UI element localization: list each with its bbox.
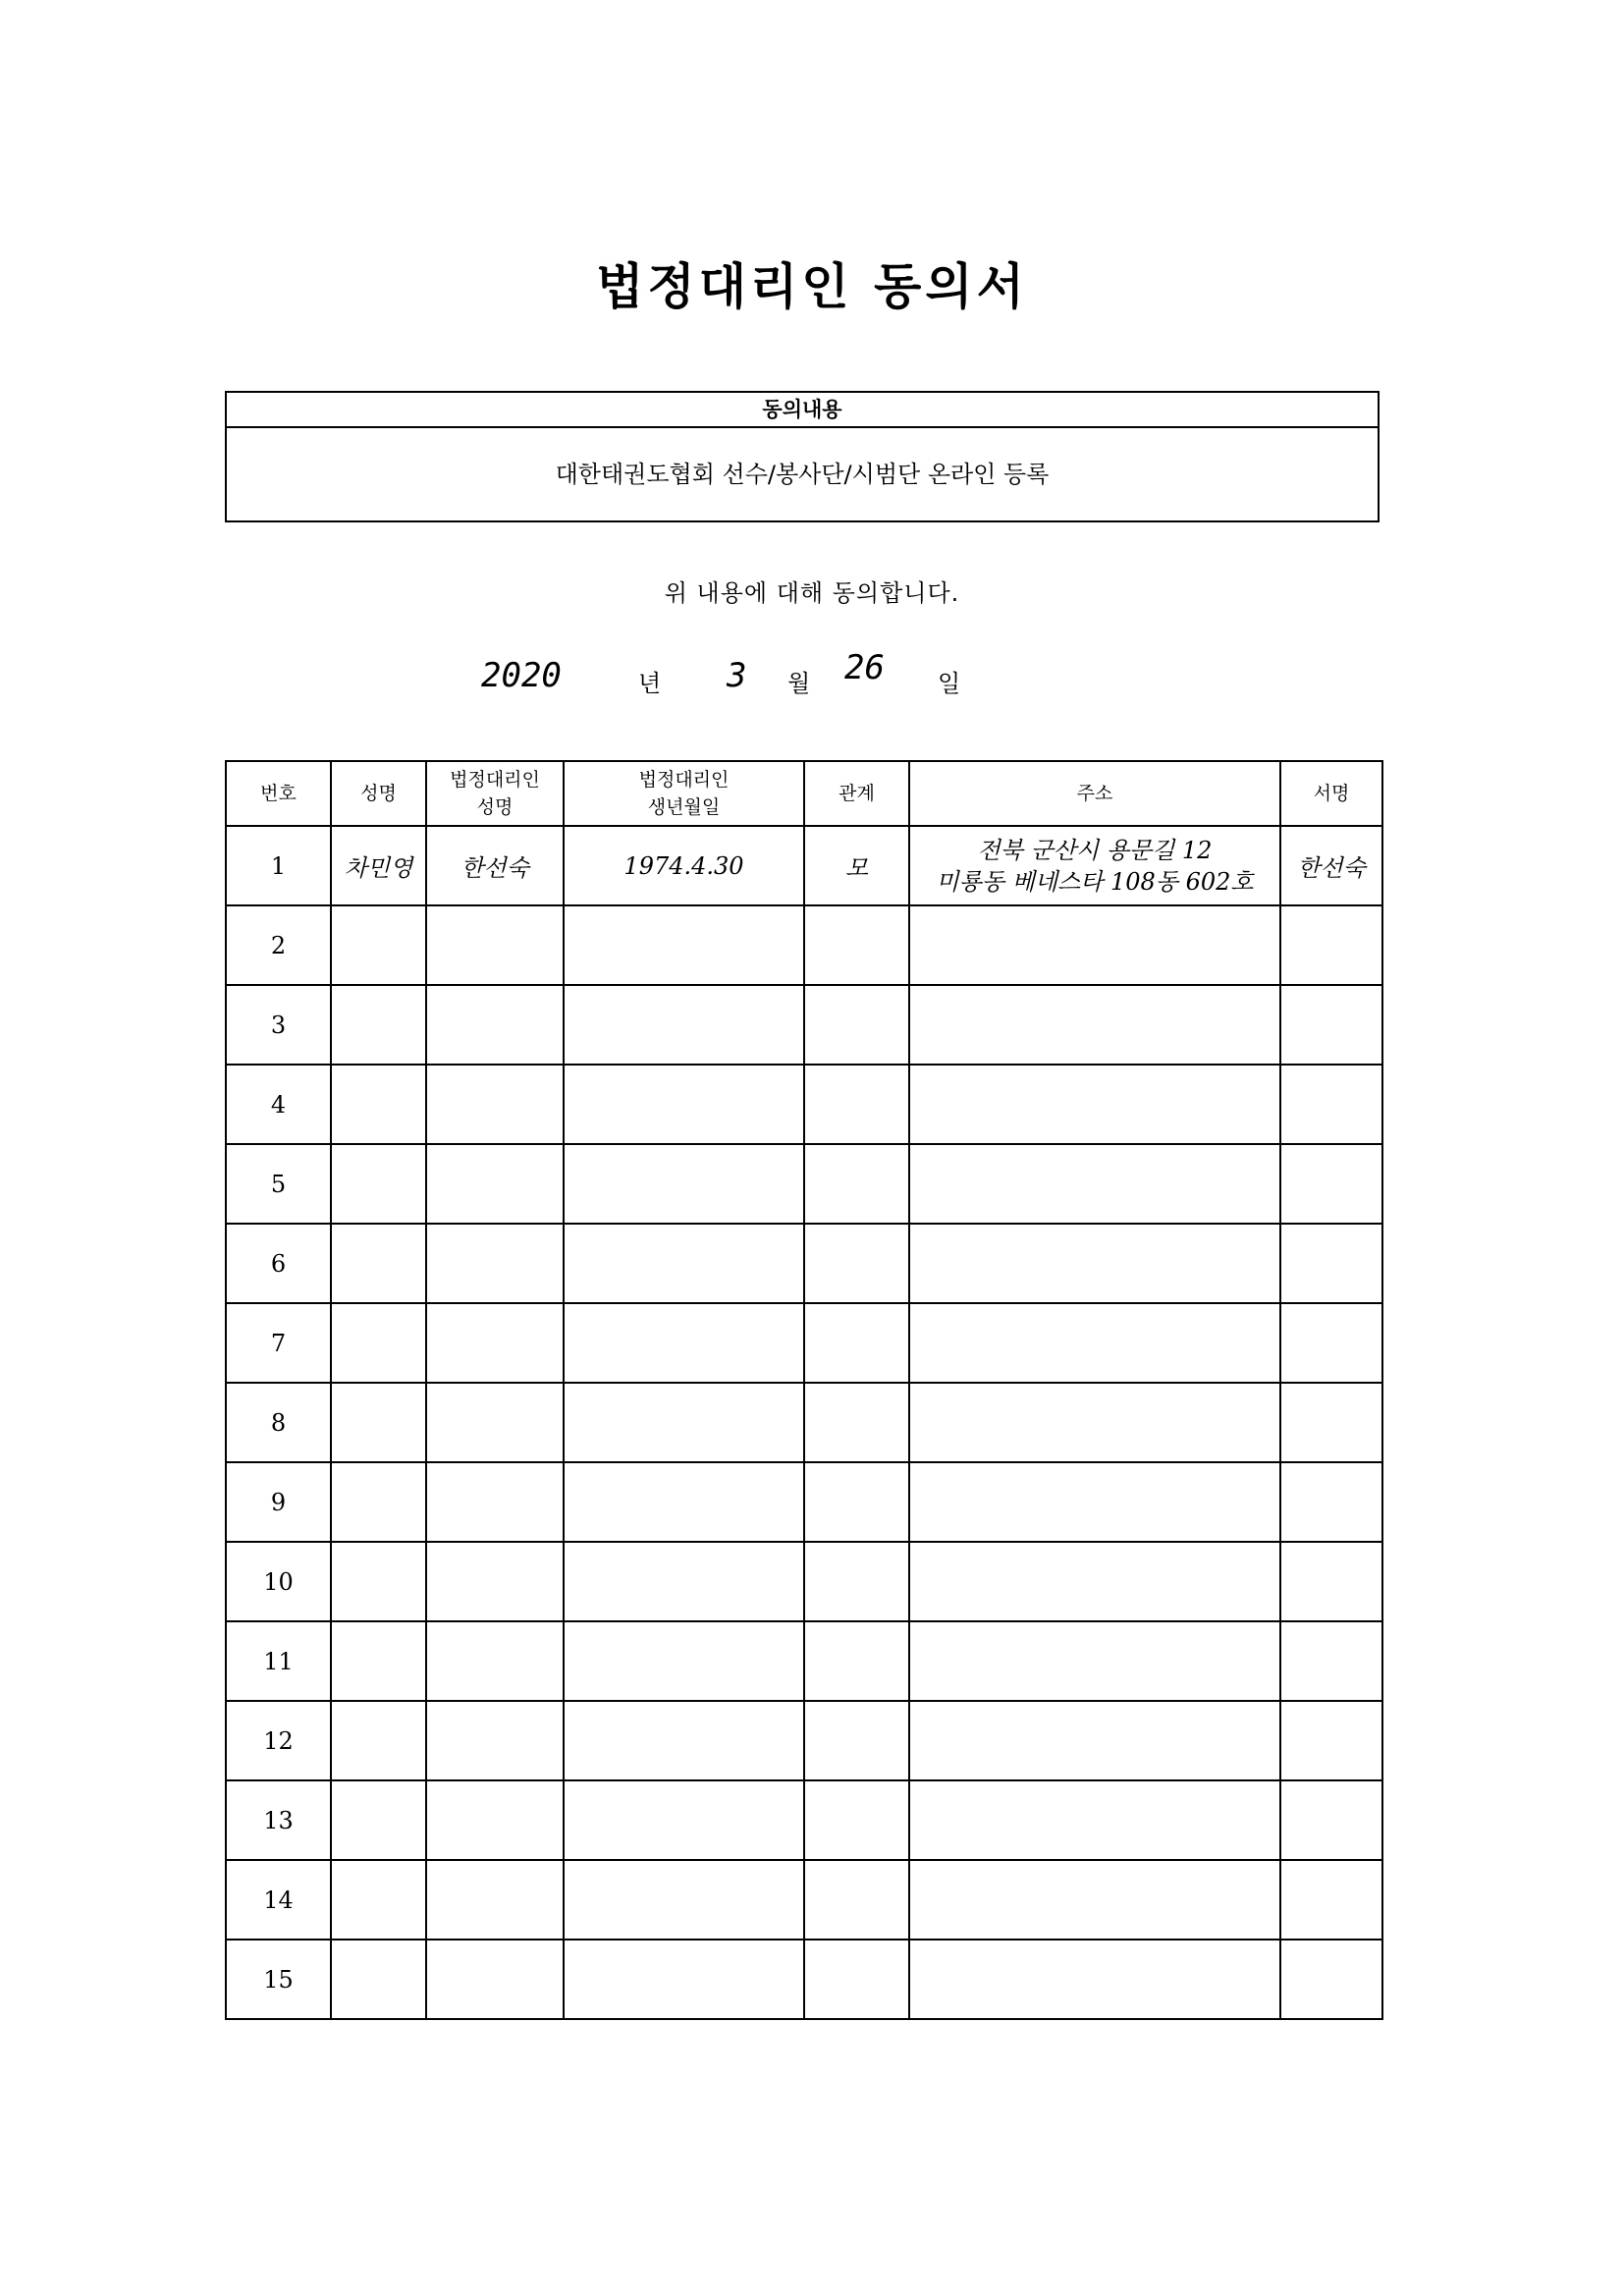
table-row: [226, 905, 1382, 985]
header-relation: 관계: [804, 761, 909, 826]
row-guardian-name: [426, 905, 564, 985]
row-no: 13: [226, 1780, 331, 1860]
row-no: 6: [226, 1224, 331, 1303]
table-row: [226, 1144, 1382, 1224]
date-day-unit: 일: [938, 670, 961, 697]
table-row: [226, 985, 1382, 1065]
row-relation: [804, 1542, 909, 1621]
row-address: [909, 1383, 1280, 1462]
table-header-row: [226, 761, 1382, 826]
date-day-handwritten: 26: [844, 648, 885, 687]
row-name: 차민영: [331, 826, 426, 905]
row-no: 15: [226, 1940, 331, 2019]
agreement-statement: 위 내용에 대해 동의합니다.: [664, 579, 960, 607]
header-signature: 서명: [1280, 761, 1382, 826]
document-title: 법정대리인 동의서: [596, 258, 1028, 315]
row-signature: [1280, 905, 1382, 985]
row-guardian-name: [426, 1462, 564, 1542]
consent-content: 대한태권도협회 선수/봉사단/시범단 온라인 등록: [555, 461, 1050, 488]
registration-table: [225, 760, 1383, 2020]
header-guardian-birth: 법정대리인 생년월일: [564, 761, 804, 826]
row-signature: [1280, 1940, 1382, 2019]
row-no: 4: [226, 1065, 331, 1144]
row-name: [331, 1065, 426, 1144]
table-row: [226, 1701, 1382, 1780]
header-address: 주소: [909, 761, 1280, 826]
row-no: 1: [226, 826, 331, 905]
row-name: [331, 1462, 426, 1542]
row-address: [909, 1542, 1280, 1621]
row-relation: [804, 1860, 909, 1940]
row-relation: [804, 1940, 909, 2019]
row-relation: [804, 1144, 909, 1224]
row-signature: [1280, 1462, 1382, 1542]
row-name: [331, 1860, 426, 1940]
row-address-line-1: 전북 군산시 용문길 12: [977, 836, 1213, 864]
row-guardian-birth: [564, 1224, 804, 1303]
row-guardian-name: [426, 985, 564, 1065]
row-signature: [1280, 1303, 1382, 1383]
row-guardian-name: [426, 1224, 564, 1303]
row-guardian-birth: [564, 1621, 804, 1701]
table-row: [226, 1462, 1382, 1542]
row-address-line-2: 미룡동 베네스타 108동 602호: [936, 867, 1254, 896]
row-no: 9: [226, 1462, 331, 1542]
row-guardian-name: [426, 1940, 564, 2019]
row-name: [331, 905, 426, 985]
row-no: 5: [226, 1144, 331, 1224]
row-guardian-birth: [564, 1065, 804, 1144]
row-guardian-name: [426, 1303, 564, 1383]
row-guardian-name: [426, 1383, 564, 1462]
header-name: 성명: [331, 761, 426, 826]
row-address: [909, 1065, 1280, 1144]
row-name: [331, 1383, 426, 1462]
row-relation: [804, 1065, 909, 1144]
row-no: 12: [226, 1701, 331, 1780]
row-no: 14: [226, 1860, 331, 1940]
date-line: [481, 648, 1090, 707]
row-relation: [804, 1701, 909, 1780]
date-year-handwritten: 2020: [481, 656, 562, 695]
row-guardian-name: [426, 1780, 564, 1860]
row-signature: [1280, 1542, 1382, 1621]
row-signature: [1280, 985, 1382, 1065]
row-guardian-name: [426, 1144, 564, 1224]
row-relation: [804, 1780, 909, 1860]
row-guardian-name: [426, 1621, 564, 1701]
row-name: [331, 1940, 426, 2019]
header-no: 번호: [226, 761, 331, 826]
row-name: [331, 1701, 426, 1780]
row-name: [331, 985, 426, 1065]
row-guardian-birth: [564, 1144, 804, 1224]
row-guardian-birth: [564, 1303, 804, 1383]
row-signature: [1280, 1860, 1382, 1940]
date-year-unit: 년: [638, 670, 662, 697]
row-signature: [1280, 1144, 1382, 1224]
row-signature: [1280, 1621, 1382, 1701]
row-no: 2: [226, 905, 331, 985]
row-guardian-name: [426, 1860, 564, 1940]
row-address: [909, 985, 1280, 1065]
row-no: 3: [226, 985, 331, 1065]
table-row: [226, 1542, 1382, 1621]
row-relation: [804, 1621, 909, 1701]
row-name: [331, 1621, 426, 1701]
date-month-handwritten: 3: [727, 656, 747, 695]
date-month-unit: 월: [787, 670, 811, 697]
table-row: [226, 1860, 1382, 1940]
consent-box: [225, 391, 1380, 522]
row-address: [909, 1462, 1280, 1542]
table-row: [226, 1224, 1382, 1303]
row-guardian-birth: [564, 1780, 804, 1860]
row-relation: [804, 985, 909, 1065]
row-address: [909, 1860, 1280, 1940]
row-guardian-birth: [564, 1383, 804, 1462]
row-guardian-name: [426, 1542, 564, 1621]
row-relation: [804, 1462, 909, 1542]
row-no: 11: [226, 1621, 331, 1701]
table-row: [226, 826, 1382, 905]
row-guardian-name: [426, 1065, 564, 1144]
row-address: [909, 826, 1280, 905]
row-guardian-birth: [564, 1860, 804, 1940]
row-name: [331, 1144, 426, 1224]
row-name: [331, 1303, 426, 1383]
table-row: [226, 1940, 1382, 2019]
table-row: [226, 1303, 1382, 1383]
row-address: [909, 1303, 1280, 1383]
row-guardian-birth: [564, 1462, 804, 1542]
row-address: [909, 1621, 1280, 1701]
row-guardian-birth: [564, 905, 804, 985]
row-guardian-birth: 1974.4.30: [564, 826, 804, 905]
row-no: 10: [226, 1542, 331, 1621]
consent-header: 동의내용: [227, 393, 1378, 428]
row-no: 7: [226, 1303, 331, 1383]
row-relation: [804, 1383, 909, 1462]
header-guardian-name: 법정대리인 성명: [426, 761, 564, 826]
table-row: [226, 1780, 1382, 1860]
row-name: [331, 1224, 426, 1303]
row-relation: [804, 1303, 909, 1383]
row-relation: [804, 1224, 909, 1303]
row-guardian-birth: [564, 1701, 804, 1780]
row-no: 8: [226, 1383, 331, 1462]
row-signature: [1280, 1701, 1382, 1780]
row-signature: [1280, 1224, 1382, 1303]
row-address: [909, 1224, 1280, 1303]
row-relation: 모: [804, 826, 909, 905]
row-guardian-birth: [564, 985, 804, 1065]
row-guardian-name: [426, 1701, 564, 1780]
row-guardian-name: 한선숙: [426, 826, 564, 905]
row-signature: 한선숙: [1280, 826, 1382, 905]
row-address: [909, 1701, 1280, 1780]
row-name: [331, 1780, 426, 1860]
row-relation: [804, 905, 909, 985]
row-signature: [1280, 1780, 1382, 1860]
row-address: [909, 905, 1280, 985]
row-guardian-birth: [564, 1542, 804, 1621]
row-signature: [1280, 1383, 1382, 1462]
row-name: [331, 1542, 426, 1621]
row-address: [909, 1780, 1280, 1860]
row-address: [909, 1940, 1280, 2019]
table-row: [226, 1383, 1382, 1462]
row-signature: [1280, 1065, 1382, 1144]
table-row: [226, 1065, 1382, 1144]
table-row: [226, 1621, 1382, 1701]
row-address: [909, 1144, 1280, 1224]
row-guardian-birth: [564, 1940, 804, 2019]
